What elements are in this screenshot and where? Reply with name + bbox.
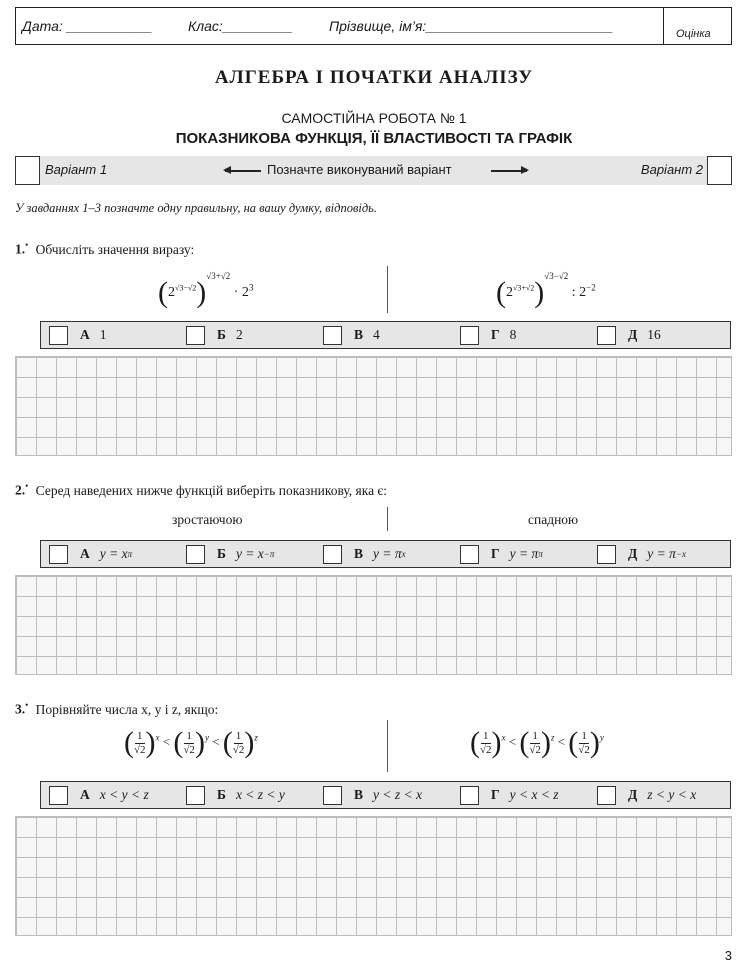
right-arrow-icon	[491, 170, 527, 172]
subject-title: АЛГЕБРА І ПОЧАТКИ АНАЛІЗУ	[214, 67, 534, 88]
option-checkbox[interactable]	[597, 786, 616, 805]
q3-option-d[interactable]: Г y < x < z	[460, 785, 559, 805]
q1-variant1-expression: $(2^{√3-√2})^{√3+√2} \cdot 2^3$	[158, 270, 254, 309]
question-3-number: 3.	[15, 701, 26, 717]
grade-label: Оцінка	[676, 28, 711, 40]
q1-option-c[interactable]: В 4	[323, 325, 380, 345]
option-checkbox[interactable]	[460, 326, 479, 345]
option-checkbox[interactable]	[49, 326, 68, 345]
option-checkbox[interactable]	[597, 545, 616, 564]
question-2-number: 2.	[15, 482, 26, 498]
page-number: 3	[724, 948, 732, 963]
variant1-checkbox[interactable]	[15, 156, 40, 185]
q2-option-b[interactable]: Б y = x −π	[186, 544, 274, 564]
q3-variant1-inequality: ( $\frac{1}{√2}$ )$^x$ < ( $\frac{1}{√2}$ )$^y$ < ( $\frac{1}{√2}$ )$^z$	[124, 726, 258, 759]
q2-variant2-label: спадною	[528, 512, 579, 527]
option-checkbox[interactable]	[460, 786, 479, 805]
q2-option-d[interactable]: Г y = π π	[460, 544, 543, 564]
option-checkbox[interactable]	[186, 545, 205, 564]
variant2-checkbox[interactable]	[707, 156, 732, 185]
q3-option-e[interactable]: Д z < y < x	[597, 785, 696, 805]
q2-work-grid[interactable]	[15, 575, 732, 675]
variant-divider	[387, 266, 388, 313]
q3-answer-options	[40, 781, 731, 809]
q1-option-a[interactable]: А 1	[49, 325, 107, 345]
option-checkbox[interactable]	[323, 786, 342, 805]
q3-variant2-inequality: ( $\frac{1}{√2}$ )$^x$ < ( $\frac{1}{√2}$ )$^z$ < ( $\frac{1}{√2}$ )$^y$	[470, 726, 604, 759]
grade-box[interactable]	[663, 8, 731, 44]
q2-variant1-label: зростаючою	[172, 512, 243, 527]
q2-option-a[interactable]: А y = x π	[49, 544, 132, 564]
option-checkbox[interactable]	[186, 326, 205, 345]
q1-option-d[interactable]: Г 8	[460, 325, 516, 345]
name-field[interactable]: Прізвище, ім’я:________________________	[329, 18, 614, 34]
option-checkbox[interactable]	[186, 786, 205, 805]
option-checkbox[interactable]	[460, 545, 479, 564]
q3-option-b[interactable]: Б x < z < y	[186, 785, 285, 805]
option-checkbox[interactable]	[49, 545, 68, 564]
question-3: 3.• Порівняйте числа x, y і z, якщо:	[15, 700, 219, 717]
question-1-text: Обчисліть значення виразу:	[35, 241, 195, 257]
variant-selector-bar	[15, 156, 732, 185]
question-3-text: Порівняйте числа x, y і z, якщо:	[35, 701, 219, 717]
topic-title: ПОКАЗНИКОВА ФУНКЦІЯ, ЇЇ ВЛАСТИВОСТІ ТА ГРАФІК	[175, 130, 573, 147]
work-number: САМОСТІЙНА РОБОТА № 1	[281, 110, 467, 126]
question-2-text: Серед наведених нижче функцій виберіть показникову, яка є:	[35, 482, 387, 498]
q1-answer-options	[40, 321, 731, 349]
q1-work-grid[interactable]	[15, 356, 732, 456]
q2-option-c[interactable]: В y = π x	[323, 544, 406, 564]
q2-option-e[interactable]: Д y = π −x	[597, 544, 686, 564]
date-field[interactable]: Дата: ___________	[22, 18, 153, 34]
q1-option-b[interactable]: Б 2	[186, 325, 243, 345]
q1-variant2-expression: $(2^{√3+√2})^{√3-√2}$ : $2^{-2}$	[496, 270, 596, 309]
variant-divider	[387, 507, 388, 531]
option-checkbox[interactable]	[323, 326, 342, 345]
left-arrow-icon	[225, 170, 261, 172]
question-1-number: 1.	[15, 241, 26, 257]
q3-option-c[interactable]: В y < z < x	[323, 785, 422, 805]
option-checkbox[interactable]	[49, 786, 68, 805]
variant-divider	[387, 720, 388, 772]
option-checkbox[interactable]	[323, 545, 342, 564]
question-2: 2.• Серед наведених нижче функцій виберіть показникову, яка є:	[15, 481, 387, 498]
q3-option-a[interactable]: А x < y < z	[49, 785, 149, 805]
variant1-label: Варіант 1	[45, 162, 108, 177]
class-field[interactable]: Клас:_________	[188, 18, 293, 34]
q1-option-e[interactable]: Д 16	[597, 325, 661, 345]
q2-answer-options	[40, 540, 731, 568]
instruction-text: У завданнях 1–3 позначте одну правильну, на вашу думку, відповідь.	[15, 201, 377, 215]
option-checkbox[interactable]	[597, 326, 616, 345]
q3-work-grid[interactable]	[15, 816, 732, 936]
question-1: 1.• Обчисліть значення виразу:	[15, 240, 195, 257]
variant2-label: Варіант 2	[640, 162, 703, 177]
variant-hint: Позначте виконуваний варіант	[267, 162, 452, 177]
student-info-header	[15, 7, 732, 45]
